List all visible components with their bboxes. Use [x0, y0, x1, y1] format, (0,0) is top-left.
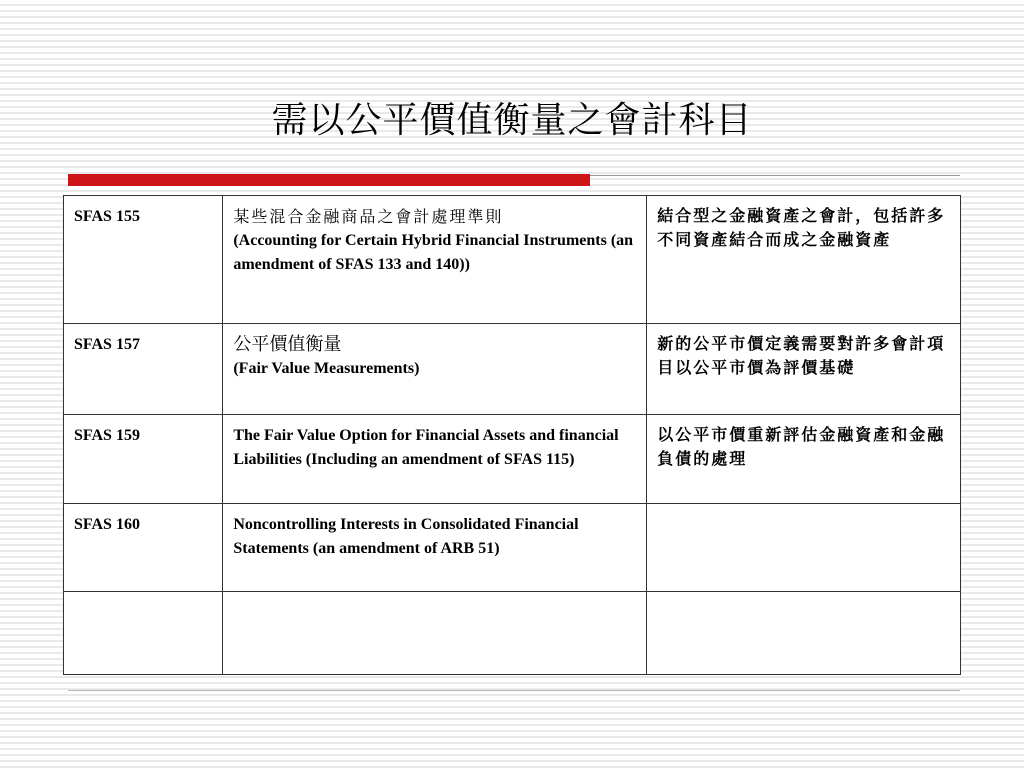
standard-code: SFAS 160 — [64, 504, 223, 592]
standard-code: SFAS 155 — [64, 196, 223, 324]
standard-description — [647, 592, 961, 675]
standard-code: SFAS 159 — [64, 415, 223, 504]
standard-title — [223, 324, 647, 415]
standard-description: 結合型之金融資產之會計，包括許多不同資產結合而成之金融資產 — [647, 196, 961, 324]
standard-description: 新的公平市價定義需要對許多會計項目以公平市價為評價基礎 — [647, 324, 961, 415]
slide-title: 需以公平價值衡量之會計科目 — [271, 100, 753, 141]
standard-title-en: The Fair Value Option for Financial Assets and financial Liabilities (Including an amendment of SFAS 115) — [233, 427, 619, 468]
table-row — [64, 504, 961, 592]
standard-title — [223, 504, 647, 592]
standard-title — [223, 592, 647, 675]
footer-divider-line — [68, 690, 960, 691]
table-row — [64, 592, 961, 675]
title-accent-bar — [68, 174, 590, 186]
standard-title-en: (Fair Value Measurements) — [233, 360, 420, 377]
standard-title — [223, 196, 647, 324]
accounting-standards-table — [63, 195, 961, 675]
table-row — [64, 324, 961, 415]
standard-title — [223, 415, 647, 504]
standard-title-zh: 公平價值衡量 — [233, 334, 342, 355]
table-row — [64, 196, 961, 324]
standard-title-en: Noncontrolling Interests in Consolidated Financial Statements (an amendment of ARB 51) — [233, 516, 579, 557]
standard-title-zh: 某些混合金融商品之會計處理準則 — [233, 207, 504, 226]
standard-code — [64, 592, 223, 675]
table-row — [64, 415, 961, 504]
standard-description: 以公平市價重新評估金融資產和金融負債的處理 — [647, 415, 961, 504]
standard-title-en: (Accounting for Certain Hybrid Financial Instruments (an amendment of SFAS 133 and 140)) — [233, 232, 634, 273]
standard-description — [647, 504, 961, 592]
standard-code: SFAS 157 — [64, 324, 223, 415]
